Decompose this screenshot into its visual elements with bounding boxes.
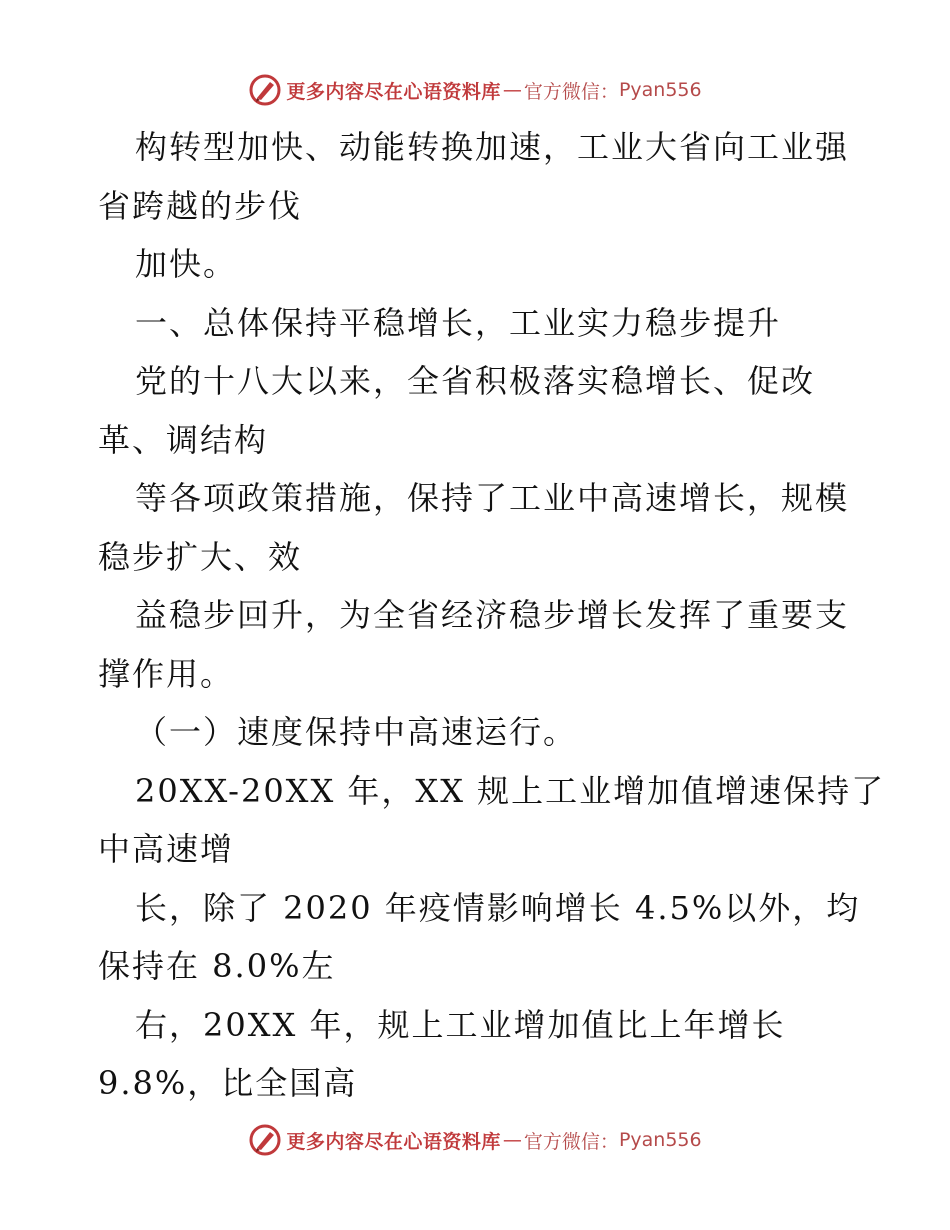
text-line: 保持在 8.0%左 xyxy=(98,947,336,985)
text-line: 党的十八大以来，全省积极落实稳增长、促改 xyxy=(135,362,816,400)
text-line: 益稳步回升，为全省经济稳步增长发挥了重要支 xyxy=(135,596,850,634)
footer-separator: — xyxy=(502,1129,522,1151)
text-line: 省跨越的步伐 xyxy=(98,186,303,225)
text-line: 稳步扩大、效 xyxy=(98,537,303,576)
section-heading: 一、总体保持平稳增长，工业实力稳步提升 xyxy=(135,303,782,342)
text-line: 右，20XX 年，规上工业增加值比上年增长 xyxy=(135,1005,786,1044)
text-line: 革、调结构 xyxy=(98,420,269,459)
footer-site-text: 更多内容尽在心语资料库 xyxy=(286,1130,501,1153)
text-line: 20XX-20XX 年，XX 规上工业增加值增速保持了 xyxy=(135,771,886,810)
header-wechat-label: 官方微信： xyxy=(523,80,619,103)
footer-wechat-id: Pyan556 xyxy=(618,1129,702,1151)
footer-banner xyxy=(0,1120,950,1160)
pen-circle-logo-icon xyxy=(248,73,282,107)
pen-circle-logo-icon xyxy=(248,1123,282,1157)
text-line: 长，除了 2020 年疫情影响增长 4.5%以外，均 xyxy=(135,888,861,927)
subsection-heading: （一）速度保持中高速运行。 xyxy=(135,713,578,751)
text-line: 等各项政策措施，保持了工业中高速增长，规模 xyxy=(135,479,850,517)
text-line: 中高速增 xyxy=(98,830,235,868)
header-site-text: 更多内容尽在心语资料库 xyxy=(286,80,501,103)
header-wechat-id: Pyan556 xyxy=(618,79,702,101)
header-separator: — xyxy=(502,79,522,101)
document-body xyxy=(98,118,886,1113)
header-banner xyxy=(0,70,950,110)
text-line: 构转型加快、动能转换加速，工业大省向工业强 xyxy=(135,128,850,166)
text-line: 撑作用。 xyxy=(98,654,235,693)
text-line: 9.8%，比全国高 xyxy=(98,1064,358,1102)
text-line: 加快。 xyxy=(135,245,238,283)
footer-wechat-label: 官方微信： xyxy=(523,1130,619,1153)
